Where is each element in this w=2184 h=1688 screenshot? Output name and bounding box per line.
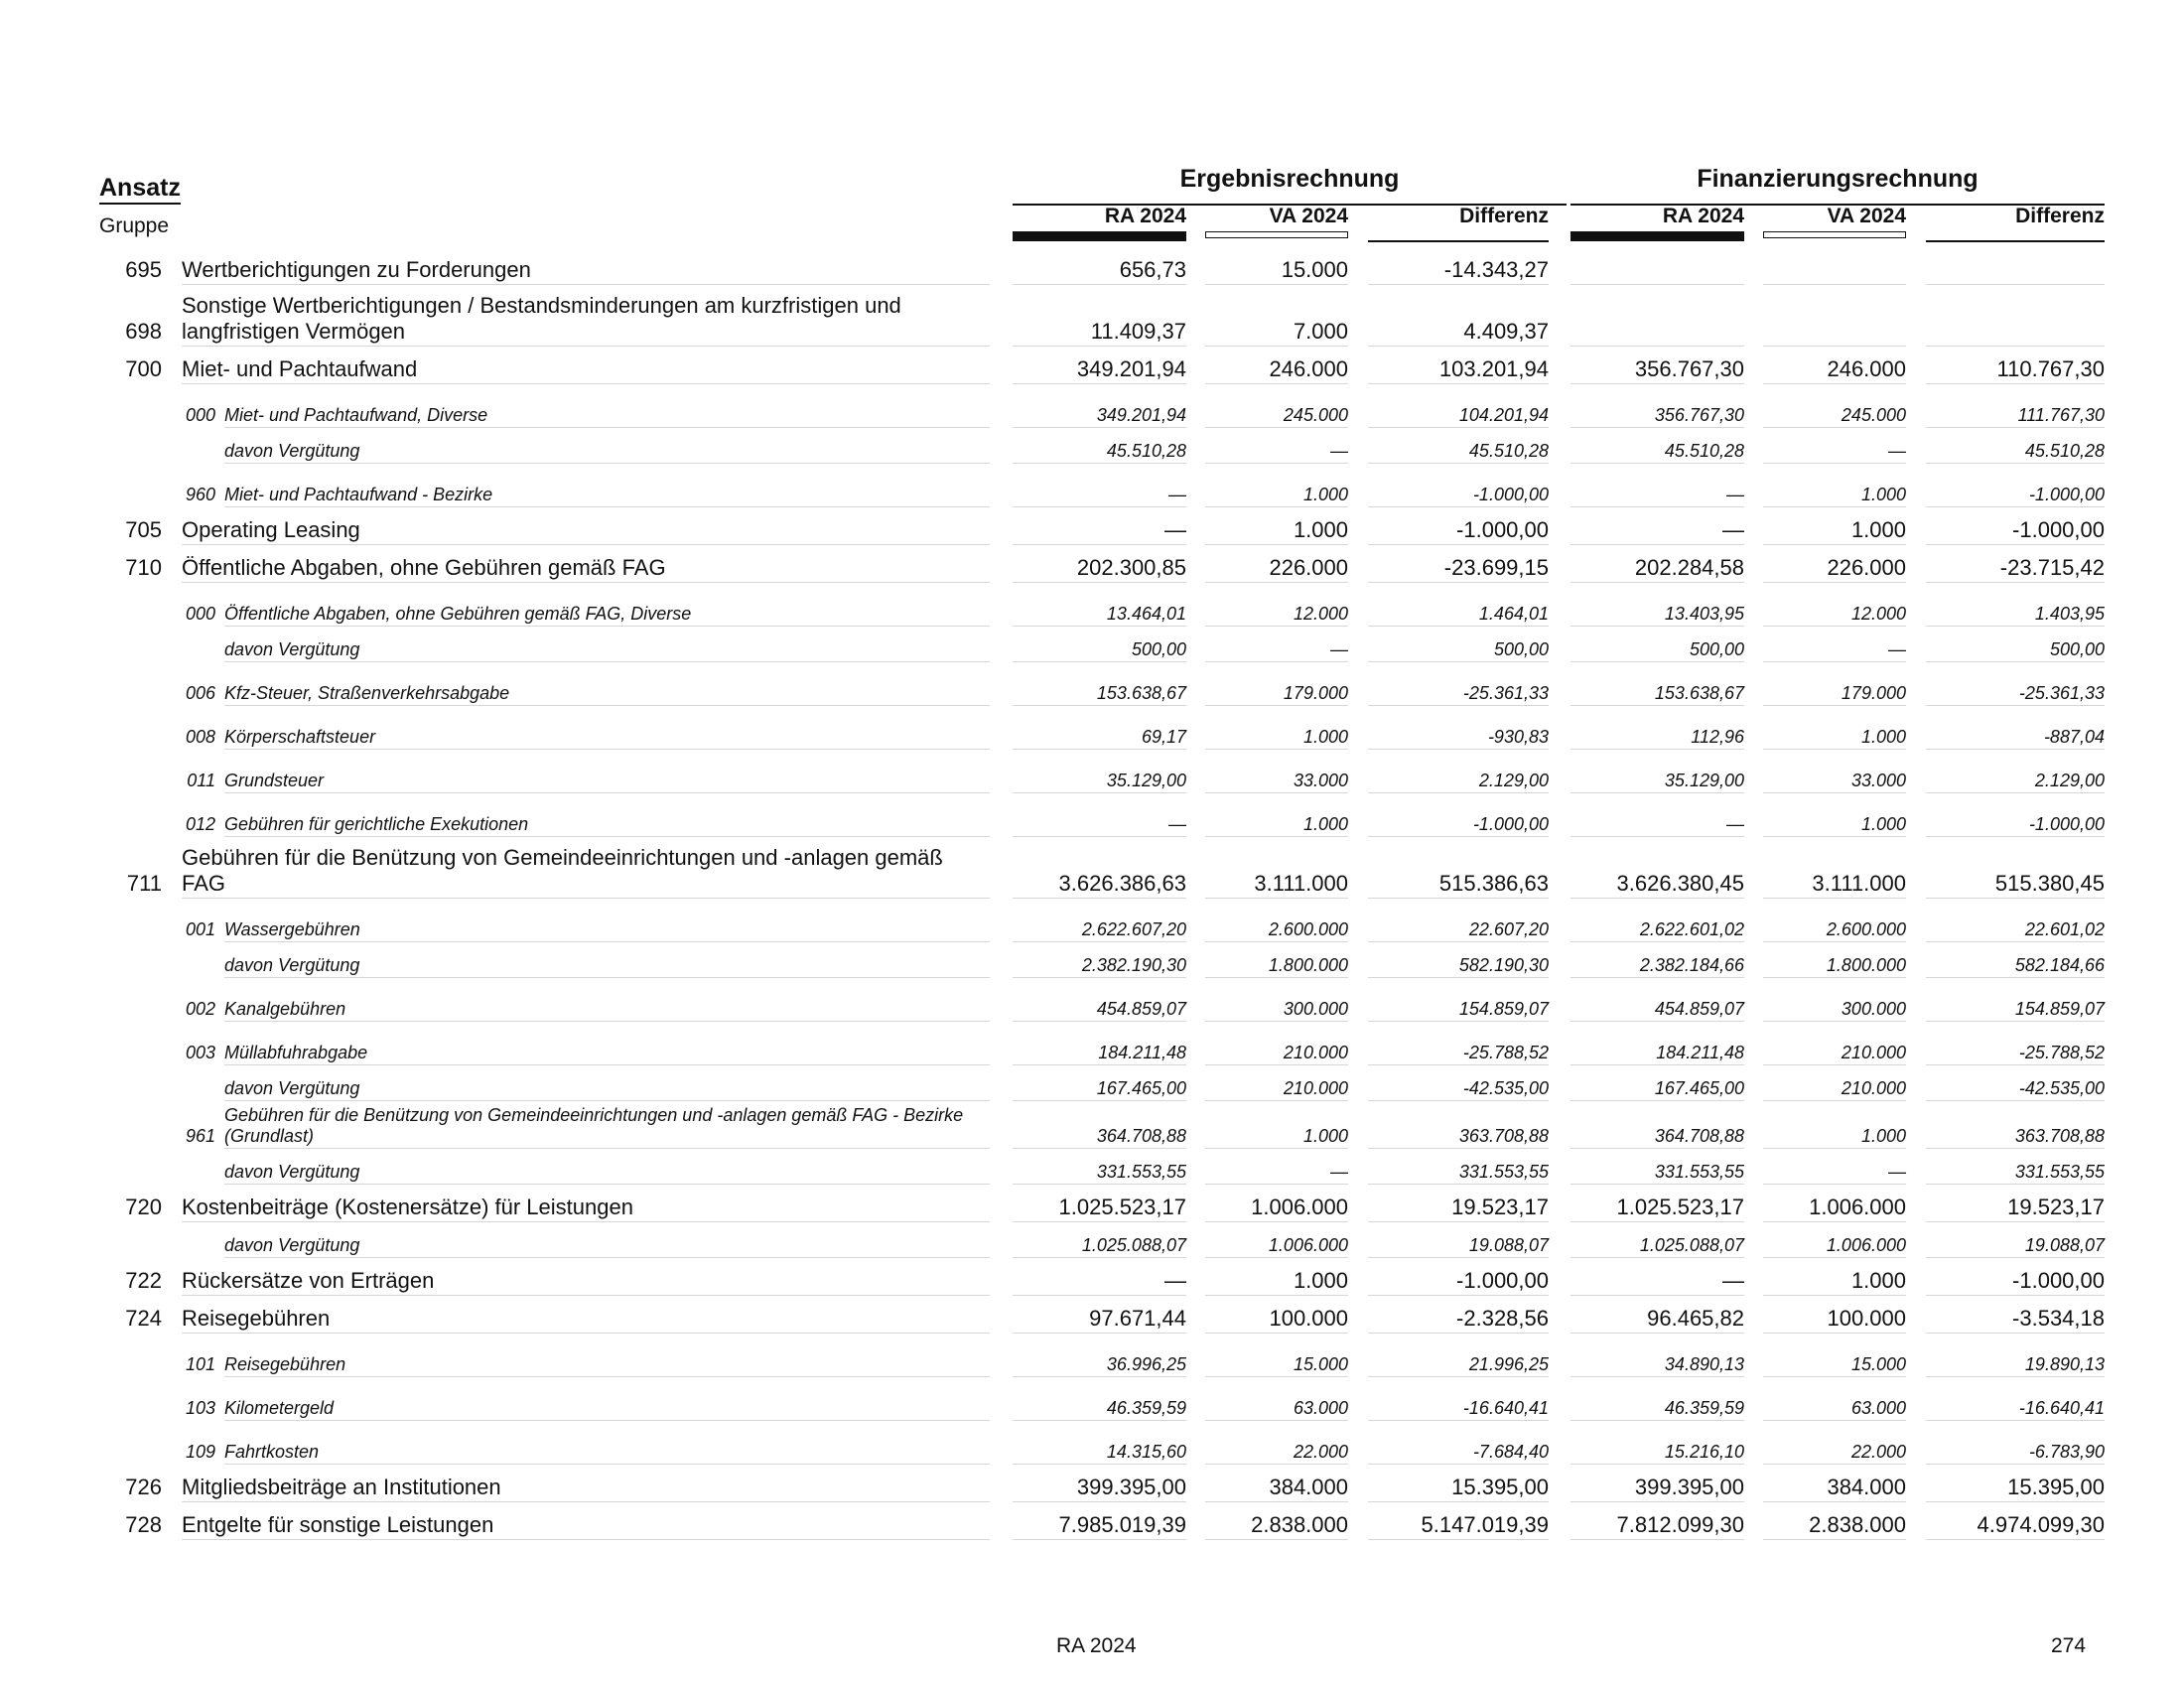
value-cell: 1.000 xyxy=(1302,1126,1348,1146)
value-cell: 19.088,07 xyxy=(2024,1235,2105,1255)
col-header-fr-ra: RA 2024 xyxy=(1662,205,1744,227)
value-cell: 356.767,30 xyxy=(1634,356,1744,381)
row-code: 711 xyxy=(126,871,162,896)
row-description: davon Vergütung xyxy=(224,1235,360,1255)
row-description: Operating Leasing xyxy=(182,517,360,542)
row-description: davon Vergütung xyxy=(224,639,360,659)
value-cell: -23.715,42 xyxy=(1999,555,2105,580)
value-cell: 2.838.000 xyxy=(1251,1512,1348,1537)
value-cell: 45.510,28 xyxy=(1106,441,1186,461)
row-rule xyxy=(182,1539,990,1540)
value-cell: -1.000,00 xyxy=(2028,814,2105,834)
value-cell: 364.708,88 xyxy=(1096,1126,1186,1146)
row-description: Wassergebühren xyxy=(224,919,360,939)
value-cell: — xyxy=(1888,639,1906,659)
value-cell: 103.201,94 xyxy=(1438,356,1549,381)
row-code: 726 xyxy=(125,1475,162,1499)
value-cell: 500,00 xyxy=(2049,639,2105,659)
value-cell: -1.000,00 xyxy=(1456,1268,1549,1293)
row-description: Öffentliche Abgaben, ohne Gebühren gemäß FAG xyxy=(182,555,666,580)
value-cell: 13.403,95 xyxy=(1664,604,1744,624)
value-cell: 2.600.000 xyxy=(1826,919,1906,939)
col-header-fr-diff: Differenz xyxy=(2015,205,2105,227)
value-cell: 1.800.000 xyxy=(1268,955,1348,975)
value-cell: 1.000 xyxy=(1302,485,1348,504)
value-cell: 226.000 xyxy=(1827,555,1906,580)
table-subrow xyxy=(0,1022,2184,1065)
table-subrow xyxy=(0,627,2184,662)
gruppe-heading: Gruppe xyxy=(99,214,170,237)
value-cell: 1.000 xyxy=(1293,1268,1348,1293)
row-code: 002 xyxy=(185,999,215,1019)
row-code: 720 xyxy=(125,1195,162,1219)
value-cell: 2.622.607,20 xyxy=(1081,919,1186,939)
value-cell: 454.859,07 xyxy=(1096,999,1186,1019)
value-cell: 7.985.019,39 xyxy=(1058,1512,1186,1537)
value-cell: 22.607,20 xyxy=(1468,919,1549,939)
value-cell: 15.216,10 xyxy=(1664,1442,1744,1462)
value-cell: 154.859,07 xyxy=(1458,999,1549,1019)
value-cell: 35.129,00 xyxy=(1664,771,1744,790)
value-cell: 184.211,48 xyxy=(1656,1043,1744,1062)
value-cell: 384.000 xyxy=(1269,1475,1348,1499)
row-description: Reisegebühren xyxy=(182,1306,331,1331)
value-cell: -25.361,33 xyxy=(2018,683,2105,703)
value-cell: 3.626.380,45 xyxy=(1616,871,1744,896)
value-cell: 1.000 xyxy=(1860,485,1906,504)
table-subrow xyxy=(0,384,2184,428)
value-cell: 35.129,00 xyxy=(1106,771,1186,790)
value-cell: — xyxy=(1330,441,1348,461)
row-description: Miet- und Pachtaufwand, Diverse xyxy=(224,405,488,425)
value-cell: 210.000 xyxy=(1283,1043,1348,1062)
row-description: Miet- und Pachtaufwand xyxy=(182,356,418,381)
budget-table xyxy=(0,247,2184,1540)
value-cell: 2.129,00 xyxy=(2034,771,2105,790)
value-cell: 179.000 xyxy=(1841,683,1906,703)
value-cell: -25.361,33 xyxy=(1462,683,1549,703)
value-cell: 15.000 xyxy=(1293,1354,1348,1374)
value-cell: — xyxy=(1888,441,1906,461)
value-cell: 1.025.523,17 xyxy=(1616,1195,1744,1219)
value-cell: 2.382.190,30 xyxy=(1081,955,1186,975)
value-cell: 500,00 xyxy=(1131,639,1186,659)
row-description: Wertberichtigungen zu Forderungen xyxy=(182,257,531,282)
value-cell: 300.000 xyxy=(1841,999,1906,1019)
value-cell: 153.638,67 xyxy=(1096,683,1186,703)
value-cell: 1.000 xyxy=(1293,517,1348,542)
value-cell: 11.409,37 xyxy=(1090,319,1186,344)
value-cell: 202.300,85 xyxy=(1076,555,1186,580)
value-cell: 34.890,13 xyxy=(1664,1354,1744,1374)
value-cell: 500,00 xyxy=(1493,639,1549,659)
value-cell: -887,04 xyxy=(2043,727,2105,747)
value-cell: 33.000 xyxy=(1293,771,1348,790)
footer-title: RA 2024 xyxy=(1056,1634,1137,1657)
col-header-er-diff: Differenz xyxy=(1459,205,1549,227)
row-code: 724 xyxy=(125,1306,162,1331)
table-subrow xyxy=(0,1421,2184,1465)
row-description: Müllabfuhrabgabe xyxy=(224,1043,368,1062)
table-row xyxy=(0,1258,2184,1296)
value-cell: 226.000 xyxy=(1269,555,1348,580)
row-description: Grundsteuer xyxy=(224,771,325,790)
value-cell: 2.838.000 xyxy=(1809,1512,1906,1537)
row-code: 710 xyxy=(125,555,162,580)
value-cell: 179.000 xyxy=(1283,683,1348,703)
value-cell: 210.000 xyxy=(1841,1043,1906,1062)
value-cell: — xyxy=(1164,517,1186,542)
row-description: Körperschaftsteuer xyxy=(224,727,376,747)
value-cell: 111.767,30 xyxy=(2017,405,2105,425)
value-cell: 46.359,59 xyxy=(1106,1398,1186,1418)
diff-column-marker xyxy=(1368,240,1549,242)
value-cell: -1.000,00 xyxy=(2012,1268,2105,1293)
value-cell: 12.000 xyxy=(1293,604,1348,624)
table-subrow xyxy=(0,899,2184,942)
value-cell: 454.859,07 xyxy=(1654,999,1744,1019)
value-rule xyxy=(1926,1539,2105,1540)
value-cell: 384.000 xyxy=(1827,1475,1906,1499)
value-cell: -7.684,40 xyxy=(1472,1442,1549,1462)
row-code: 008 xyxy=(185,727,215,747)
table-row xyxy=(0,1465,2184,1502)
table-subrow xyxy=(0,1334,2184,1377)
row-code: 705 xyxy=(125,517,162,542)
value-cell: 110.767,30 xyxy=(1996,356,2105,381)
value-cell: — xyxy=(1722,517,1744,542)
value-rule xyxy=(1368,1539,1549,1540)
row-code: 012 xyxy=(185,814,215,834)
value-cell: -42.535,00 xyxy=(2018,1078,2105,1098)
table-subrow xyxy=(0,942,2184,978)
table-subrow xyxy=(0,793,2184,837)
row-description: Gebühren für die Benützung von Gemeindeeinrichtungen und -anlagen gemäß FAG - Bezirke (Grundlast) xyxy=(224,1105,964,1146)
value-cell: 69,17 xyxy=(1141,727,1186,747)
value-cell: 1.403,95 xyxy=(2034,604,2105,624)
row-code: 698 xyxy=(125,319,162,344)
value-cell: 331.553,55 xyxy=(2014,1162,2105,1182)
value-cell: 245.000 xyxy=(1841,405,1906,425)
value-cell: — xyxy=(1168,485,1186,504)
col-header-fr-va: VA 2024 xyxy=(1827,205,1906,227)
table-row xyxy=(0,1296,2184,1334)
value-cell: -930,83 xyxy=(1487,727,1549,747)
row-description: Mitgliedsbeiträge an Institutionen xyxy=(182,1475,501,1499)
table-subrow xyxy=(0,662,2184,706)
value-cell: 2.622.601,02 xyxy=(1639,919,1744,939)
table-row xyxy=(0,507,2184,545)
value-cell: 331.553,55 xyxy=(1654,1162,1744,1182)
value-cell: 3.626.386,63 xyxy=(1058,871,1186,896)
value-cell: 582.190,30 xyxy=(1458,955,1549,975)
value-cell: 1.000 xyxy=(1302,814,1348,834)
value-cell: -6.783,90 xyxy=(2028,1442,2105,1462)
value-cell: 364.708,88 xyxy=(1654,1126,1744,1146)
row-description: Öffentliche Abgaben, ohne Gebühren gemäß FAG, Diverse xyxy=(224,604,692,624)
value-cell: 15.000 xyxy=(1281,257,1348,282)
value-cell: 15.395,00 xyxy=(1451,1475,1549,1499)
value-rule xyxy=(1763,1539,1906,1540)
value-cell: 46.359,59 xyxy=(1664,1398,1744,1418)
value-cell: 100.000 xyxy=(1827,1306,1906,1331)
value-cell: — xyxy=(1722,1268,1744,1293)
row-description: Miet- und Pachtaufwand - Bezirke xyxy=(224,485,493,504)
value-cell: 33.000 xyxy=(1850,771,1906,790)
value-cell: 399.395,00 xyxy=(1634,1475,1744,1499)
value-cell: — xyxy=(1888,1162,1906,1182)
value-cell: 1.006.000 xyxy=(1826,1235,1906,1255)
value-cell: 246.000 xyxy=(1827,356,1906,381)
table-row xyxy=(0,1185,2184,1222)
value-cell: 100.000 xyxy=(1269,1306,1348,1331)
value-cell: 4.974.099,30 xyxy=(1977,1512,2105,1537)
value-cell: 45.510,28 xyxy=(2024,441,2105,461)
row-description: Sonstige Wertberichtigungen / Bestandsminderungen am kurzfristigen und langfristigen Vermögen xyxy=(182,293,901,344)
value-cell: -2.328,56 xyxy=(1456,1306,1549,1331)
value-cell: 96.465,82 xyxy=(1647,1306,1744,1331)
col-header-er-ra: RA 2024 xyxy=(1104,205,1186,227)
value-cell: 19.523,17 xyxy=(1451,1195,1549,1219)
value-cell: 515.386,63 xyxy=(1438,871,1549,896)
table-row xyxy=(0,347,2184,384)
value-cell: — xyxy=(1330,1162,1348,1182)
value-cell: 245.000 xyxy=(1283,405,1348,425)
value-cell: 22.000 xyxy=(1850,1442,1906,1462)
value-cell: -42.535,00 xyxy=(1462,1078,1549,1098)
value-cell: 167.465,00 xyxy=(1096,1078,1186,1098)
row-code: 003 xyxy=(185,1043,215,1062)
value-cell: 2.600.000 xyxy=(1268,919,1348,939)
value-cell: 656,73 xyxy=(1119,257,1186,282)
table-subrow xyxy=(0,1065,2184,1101)
value-cell: 167.465,00 xyxy=(1654,1078,1744,1098)
value-cell: 210.000 xyxy=(1841,1078,1906,1098)
row-description: Reisegebühren xyxy=(224,1354,346,1374)
value-cell: 1.025.088,07 xyxy=(1639,1235,1744,1255)
value-cell: — xyxy=(1726,485,1744,504)
value-cell: 399.395,00 xyxy=(1076,1475,1186,1499)
table-subrow xyxy=(0,1222,2184,1258)
value-cell: 356.767,30 xyxy=(1654,405,1744,425)
row-code: 011 xyxy=(187,771,215,790)
value-rule xyxy=(1570,1539,1744,1540)
value-cell: 3.111.000 xyxy=(1812,871,1906,896)
value-cell: -16.640,41 xyxy=(2018,1398,2105,1418)
row-code: 000 xyxy=(185,405,215,425)
value-cell: 45.510,28 xyxy=(1664,441,1744,461)
value-cell: -1.000,00 xyxy=(1472,814,1549,834)
value-cell: 300.000 xyxy=(1283,999,1348,1019)
table-subrow xyxy=(0,464,2184,507)
ansatz-heading: Ansatz xyxy=(99,173,181,205)
value-cell: 104.201,94 xyxy=(1458,405,1549,425)
value-cell: 19.890,13 xyxy=(2024,1354,2105,1374)
row-code: 695 xyxy=(125,257,162,282)
row-description: Fahrtkosten xyxy=(224,1442,320,1462)
table-subrow xyxy=(0,428,2184,464)
row-description: Entgelte für sonstige Leistungen xyxy=(182,1512,494,1537)
value-cell: 1.006.000 xyxy=(1809,1195,1906,1219)
value-cell: 4.409,37 xyxy=(1463,319,1549,344)
value-cell: 5.147.019,39 xyxy=(1421,1512,1549,1537)
table-subrow xyxy=(0,978,2184,1022)
value-cell: — xyxy=(1726,814,1744,834)
diff-column-marker xyxy=(1926,240,2105,242)
row-code: 728 xyxy=(125,1512,162,1537)
value-cell: 1.006.000 xyxy=(1268,1235,1348,1255)
row-code: 006 xyxy=(185,683,215,703)
value-cell: 7.000 xyxy=(1293,319,1348,344)
value-cell: 1.464,01 xyxy=(1478,604,1549,624)
value-cell: 2.382.184,66 xyxy=(1639,955,1744,975)
value-cell: 500,00 xyxy=(1689,639,1744,659)
value-cell: 22.601,02 xyxy=(2024,919,2105,939)
value-cell: 1.800.000 xyxy=(1826,955,1906,975)
table-subrow xyxy=(0,706,2184,750)
value-cell: 515.380,45 xyxy=(1994,871,2105,896)
value-cell: 15.395,00 xyxy=(2007,1475,2105,1499)
value-cell: 14.315,60 xyxy=(1106,1442,1186,1462)
value-cell: 3.111.000 xyxy=(1254,871,1348,896)
value-cell: 63.000 xyxy=(1850,1398,1906,1418)
row-code: 722 xyxy=(125,1268,162,1293)
value-rule xyxy=(1013,1539,1186,1540)
value-cell: 349.201,94 xyxy=(1076,356,1186,381)
value-cell: 36.996,25 xyxy=(1106,1354,1186,1374)
table-subrow xyxy=(0,1149,2184,1185)
value-cell: 363.708,88 xyxy=(1458,1126,1549,1146)
value-cell: — xyxy=(1168,814,1186,834)
row-description: davon Vergütung xyxy=(224,955,360,975)
value-cell: 363.708,88 xyxy=(2014,1126,2105,1146)
value-cell: 12.000 xyxy=(1850,604,1906,624)
ra-column-marker xyxy=(1570,231,1744,241)
value-cell: 21.996,25 xyxy=(1468,1354,1549,1374)
value-cell: -16.640,41 xyxy=(1462,1398,1549,1418)
value-cell: 19.088,07 xyxy=(1468,1235,1549,1255)
value-rule xyxy=(1205,1539,1348,1540)
value-cell: 22.000 xyxy=(1293,1442,1348,1462)
value-cell: 1.025.088,07 xyxy=(1081,1235,1186,1255)
value-cell: -25.788,52 xyxy=(1462,1043,1549,1062)
row-description: Gebühren für die Benützung von Gemeindeeinrichtungen und -anlagen gemäß FAG xyxy=(182,845,943,896)
row-description: davon Vergütung xyxy=(224,441,360,461)
value-cell: -1.000,00 xyxy=(2012,517,2105,542)
value-cell: -23.699,15 xyxy=(1443,555,1549,580)
value-cell: 582.184,66 xyxy=(2014,955,2105,975)
value-cell: 349.201,94 xyxy=(1096,405,1186,425)
row-code: 961 xyxy=(185,1126,215,1146)
value-cell: 154.859,07 xyxy=(2014,999,2105,1019)
value-cell: 1.000 xyxy=(1302,727,1348,747)
table-subrow xyxy=(0,1377,2184,1421)
value-cell: 184.211,48 xyxy=(1098,1043,1186,1062)
table-subrow xyxy=(0,1101,2184,1149)
finanzierungsrechnung-heading: Finanzierungsrechnung xyxy=(1697,165,1979,193)
value-cell: 1.000 xyxy=(1860,814,1906,834)
value-cell: 97.671,44 xyxy=(1089,1306,1186,1331)
col-header-er-va: VA 2024 xyxy=(1269,205,1348,227)
value-cell: 13.464,01 xyxy=(1106,604,1186,624)
row-code: 001 xyxy=(185,919,215,939)
value-cell: 246.000 xyxy=(1269,356,1348,381)
row-description: davon Vergütung xyxy=(224,1162,360,1182)
value-cell: 210.000 xyxy=(1283,1078,1348,1098)
value-cell: -1.000,00 xyxy=(1456,517,1549,542)
ra-column-marker xyxy=(1013,231,1186,241)
value-cell: — xyxy=(1330,639,1348,659)
row-code: 109 xyxy=(185,1442,215,1462)
row-description: Rückersätze von Erträgen xyxy=(182,1268,435,1293)
row-description: Kfz-Steuer, Straßenverkehrsabgabe xyxy=(224,683,510,703)
value-cell: 7.812.099,30 xyxy=(1616,1512,1744,1537)
page-number: 274 xyxy=(2051,1634,2087,1657)
value-cell: -25.788,52 xyxy=(2018,1043,2105,1062)
value-cell: 331.553,55 xyxy=(1096,1162,1186,1182)
row-description: Kostenbeiträge (Kostenersätze) für Leistungen xyxy=(182,1195,633,1219)
row-code: 700 xyxy=(125,356,162,381)
ergebnisrechnung-heading: Ergebnisrechnung xyxy=(1179,165,1400,193)
row-description: Kilometergeld xyxy=(224,1398,335,1418)
value-cell: 15.000 xyxy=(1850,1354,1906,1374)
row-code: 000 xyxy=(185,604,215,624)
table-subrow xyxy=(0,750,2184,793)
value-cell: -1.000,00 xyxy=(2028,485,2105,504)
value-cell: 1.000 xyxy=(1860,727,1906,747)
row-description: Gebühren für gerichtliche Exekutionen xyxy=(224,814,529,834)
value-cell: -3.534,18 xyxy=(2012,1306,2105,1331)
value-cell: 1.000 xyxy=(1860,1126,1906,1146)
value-cell: 1.006.000 xyxy=(1251,1195,1348,1219)
value-cell: 1.000 xyxy=(1850,517,1906,542)
va-column-marker xyxy=(1763,231,1906,238)
row-description: Kanalgebühren xyxy=(224,999,346,1019)
value-cell: 331.553,55 xyxy=(1458,1162,1549,1182)
table-row xyxy=(0,285,2184,347)
value-cell: 63.000 xyxy=(1293,1398,1348,1418)
table-row xyxy=(0,837,2184,899)
value-cell: 2.129,00 xyxy=(1478,771,1549,790)
value-cell: 153.638,67 xyxy=(1654,683,1744,703)
value-cell: -1.000,00 xyxy=(1472,485,1549,504)
value-cell: 1.025.523,17 xyxy=(1058,1195,1186,1219)
va-column-marker xyxy=(1205,231,1348,238)
table-row xyxy=(0,247,2184,285)
row-code: 103 xyxy=(185,1398,215,1418)
table-subrow xyxy=(0,583,2184,627)
table-row xyxy=(0,545,2184,583)
value-cell: 19.523,17 xyxy=(2007,1195,2105,1219)
row-description: davon Vergütung xyxy=(224,1078,360,1098)
value-cell: -14.343,27 xyxy=(1443,257,1549,282)
table-row xyxy=(0,1502,2184,1540)
value-cell: 202.284,58 xyxy=(1634,555,1744,580)
value-cell: 1.000 xyxy=(1850,1268,1906,1293)
row-code: 101 xyxy=(185,1354,215,1374)
value-cell: 45.510,28 xyxy=(1468,441,1549,461)
row-code: 960 xyxy=(185,485,215,504)
value-cell: 112,96 xyxy=(1691,727,1744,747)
value-cell: — xyxy=(1164,1268,1186,1293)
